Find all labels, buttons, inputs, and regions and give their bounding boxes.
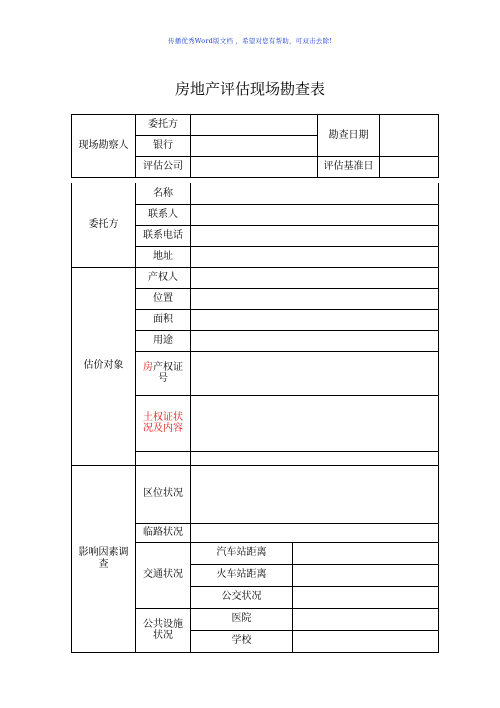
bank-value[interactable] — [191, 136, 318, 157]
cert-label-highlight: 房 — [143, 361, 153, 373]
use-label: 用途 — [136, 330, 191, 351]
client-section-label: 委托方 — [72, 183, 136, 267]
cert-label — [136, 351, 191, 395]
land-cert-line2: 况及内容 — [143, 423, 183, 434]
owner-value[interactable] — [191, 267, 439, 288]
cert-value[interactable] — [191, 351, 439, 395]
public-transit-label: 公交状况 — [191, 586, 293, 608]
phone-value[interactable] — [191, 225, 439, 246]
owner-label: 产权人 — [136, 267, 191, 288]
survey-date-value[interactable] — [380, 115, 439, 157]
facilities-label — [136, 608, 191, 652]
land-cert-value[interactable] — [191, 395, 439, 451]
cert-label-line2: 号 — [158, 373, 168, 384]
location-label: 位置 — [136, 288, 191, 309]
traffic-label: 交通状况 — [136, 542, 191, 608]
contact-value[interactable] — [191, 204, 439, 225]
survey-date-label: 勘查日期 — [318, 115, 380, 157]
district-label: 区位状况 — [136, 465, 191, 523]
name-label: 名称 — [136, 183, 191, 204]
bus-station-value[interactable] — [293, 542, 439, 564]
road-label: 临路状况 — [136, 523, 191, 542]
page-title: 房地产评估现场勘查表 — [174, 80, 325, 98]
public-transit-value[interactable] — [293, 586, 439, 608]
hospital-value[interactable] — [293, 608, 439, 630]
hospital-label: 医院 — [191, 608, 293, 630]
address-value[interactable] — [191, 246, 439, 267]
train-station-value[interactable] — [293, 564, 439, 586]
area-value[interactable] — [191, 309, 439, 330]
school-label: 学校 — [191, 630, 293, 652]
use-value[interactable] — [191, 330, 439, 351]
object-spacer-value[interactable] — [191, 451, 439, 465]
train-station-label: 火车站距离 — [191, 564, 293, 586]
factors-section-label — [72, 465, 136, 652]
base-date-label: 评估基准日 — [318, 157, 380, 178]
cert-label-rest: 产权证 — [153, 361, 183, 373]
phone-label: 联系电话 — [136, 225, 191, 246]
district-value[interactable] — [191, 465, 439, 523]
name-value[interactable] — [191, 183, 439, 204]
factors-label-line1: 影响因素调 — [78, 547, 129, 558]
appraiser-label: 评估公司 — [136, 157, 191, 178]
header-note: 传播优秀Word版文档 ，希望对您有帮助，可双击去除! — [168, 37, 332, 45]
bus-station-label: 汽车站距离 — [191, 542, 293, 564]
road-value[interactable] — [191, 523, 439, 542]
appraiser-value[interactable] — [191, 157, 318, 178]
contact-label: 联系人 — [136, 204, 191, 225]
client-value[interactable] — [191, 115, 318, 136]
land-cert-line1: 土权证状 — [143, 411, 183, 423]
surveyor-label: 现场勘察人 — [72, 115, 136, 178]
location-value[interactable] — [191, 288, 439, 309]
factors-label-line2: 查 — [98, 558, 109, 570]
bank-label: 银行 — [136, 136, 191, 157]
address-label: 地址 — [136, 246, 191, 267]
facilities-label-line2: 状况 — [153, 630, 173, 641]
survey-form-body — [71, 183, 439, 653]
base-date-value[interactable] — [380, 157, 439, 178]
client-label: 委托方 — [136, 115, 191, 136]
area-label: 面积 — [136, 309, 191, 330]
school-value[interactable] — [293, 630, 439, 652]
object-spacer-label — [136, 451, 191, 465]
survey-form-top — [71, 114, 439, 178]
facilities-label-line1: 公共设施 — [143, 618, 183, 630]
land-cert-label — [136, 395, 191, 451]
object-section-label: 估价对象 — [72, 267, 136, 465]
